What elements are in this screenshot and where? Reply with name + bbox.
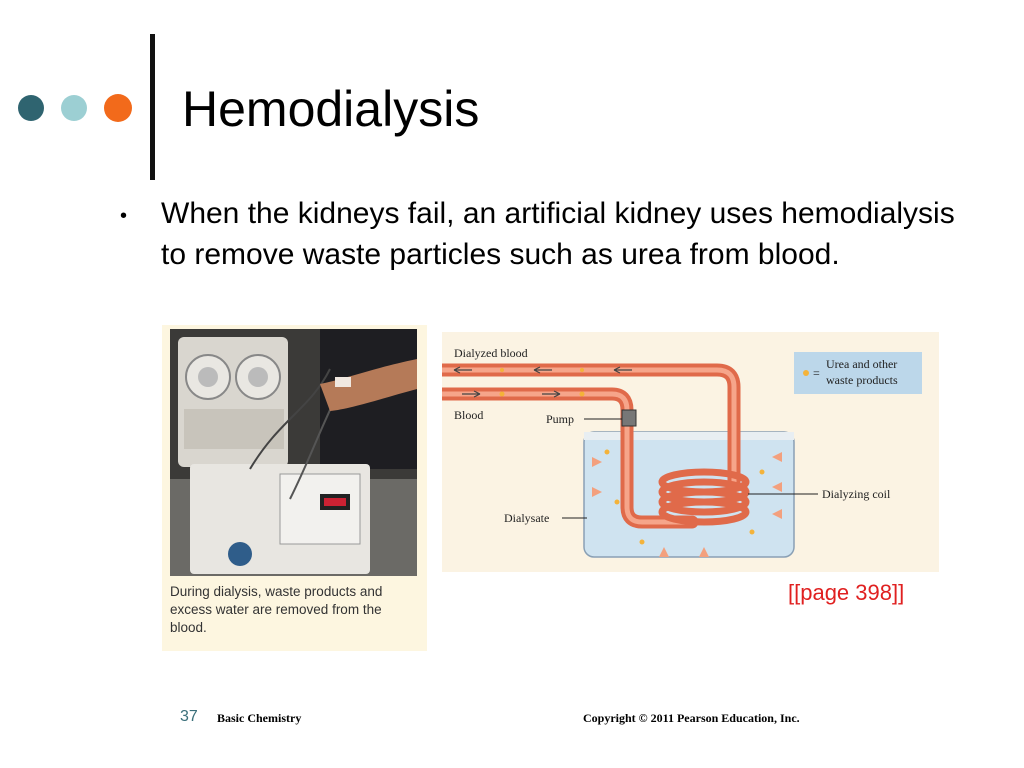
label-dialysate: Dialysate [504, 511, 550, 525]
hemodialysis-diagram [442, 332, 939, 572]
dialysis-photo-panel [162, 325, 427, 651]
pump [622, 410, 636, 426]
decor-dot-accent [104, 94, 132, 122]
page-reference: [[page 398]] [788, 580, 905, 605]
label-dialyzed-blood: Dialyzed blood [454, 346, 528, 360]
legend-equals: = [813, 366, 820, 380]
slide-number: 37 [180, 708, 198, 725]
decor-dot-light [61, 95, 87, 121]
legend-line1: Urea and other [826, 357, 898, 371]
footer-course: Basic Chemistry [217, 711, 302, 725]
dialysis-machine-photo [170, 329, 417, 576]
legend-line2: waste products [826, 373, 898, 387]
decor-dot-dark [18, 95, 44, 121]
footer-copyright: Copyright © 2011 Pearson Education, Inc. [583, 711, 800, 725]
title-divider [150, 34, 155, 180]
label-pump: Pump [546, 412, 575, 426]
photo-caption: During dialysis, waste products and excess water are removed from the blood. [170, 584, 383, 635]
hemodialysis-diagram-svg [442, 332, 939, 572]
label-dialyzing-coil: Dialyzing coil [822, 487, 891, 501]
urea-legend-marker [803, 370, 809, 376]
label-blood: Blood [454, 408, 484, 422]
slide-title: Hemodialysis [182, 81, 480, 137]
bullet-text: When the kidneys fail, an artificial kidney uses hemodialysis to remove waste particles such as urea from blood. [161, 197, 955, 271]
bullet-marker: • [120, 205, 128, 227]
